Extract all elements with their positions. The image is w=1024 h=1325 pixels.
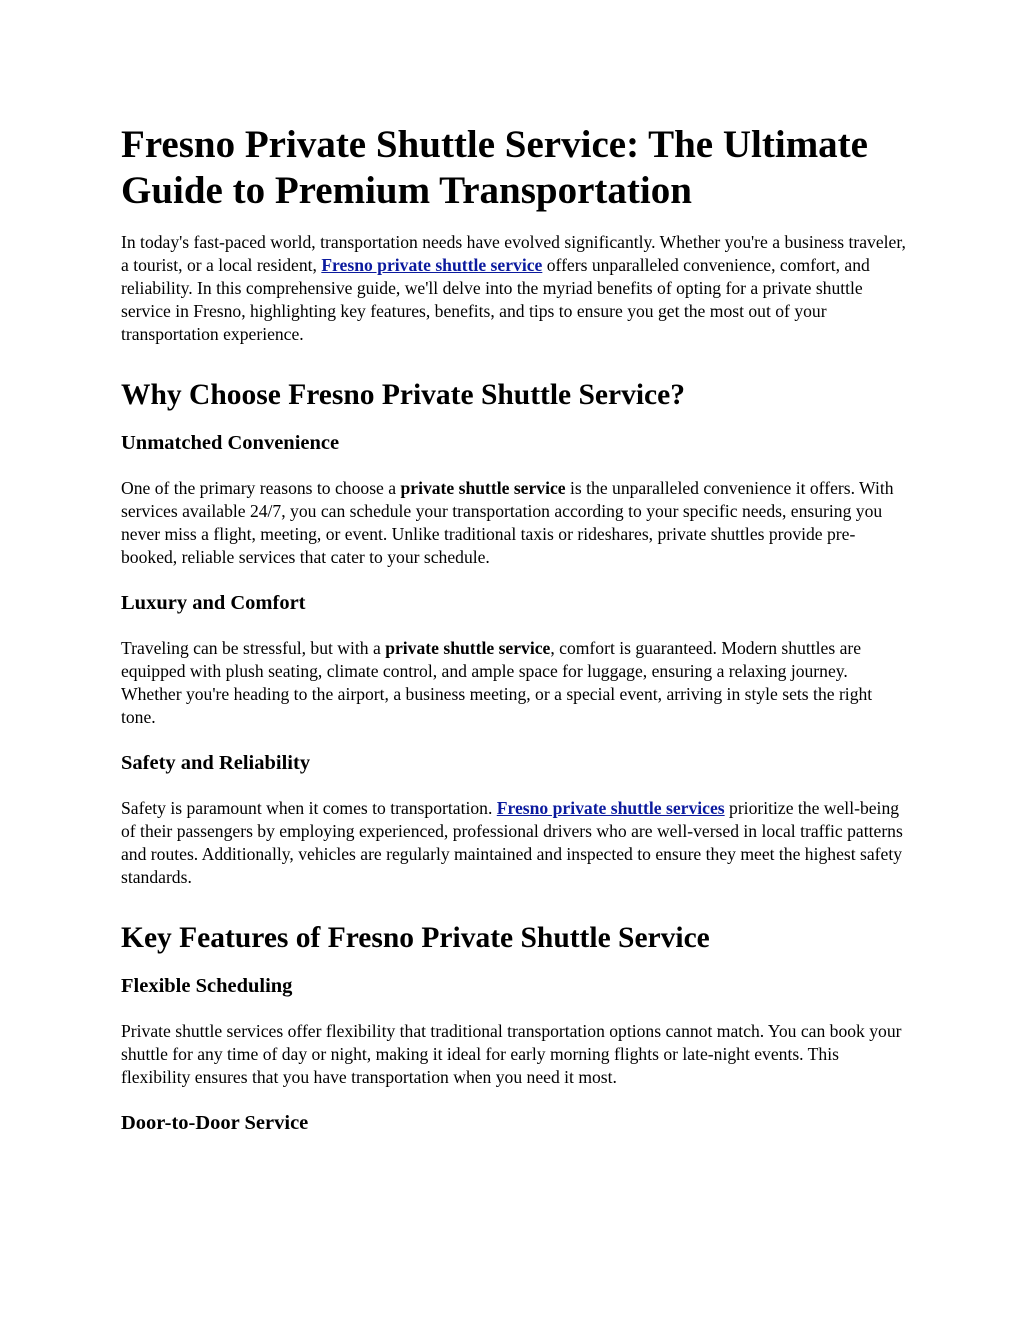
intro-paragraph bbox=[121, 231, 911, 346]
subheading-door-to-door: Door-to-Door Service bbox=[121, 1112, 309, 1134]
luxury-paragraph bbox=[121, 637, 911, 729]
convenience-bold-term: private shuttle service bbox=[400, 478, 566, 498]
luxury-bold-term: private shuttle service bbox=[385, 638, 551, 658]
safety-text-before: Safety is paramount when it comes to transportation. bbox=[121, 798, 497, 818]
flexible-scheduling-paragraph: Private shuttle services offer flexibility that traditional transportation options cannot match. You can book your shuttle for any time of day or night, making it ideal for early morning flights or late-night events. This flexibility ensures that you have transportation when you need it most. bbox=[121, 1021, 902, 1087]
safety-paragraph bbox=[121, 797, 911, 889]
convenience-text-before: One of the primary reasons to choose a bbox=[121, 478, 401, 498]
intro-text-after: offers unparalleled convenience, comfort, and reliability. In this comprehensive guide, we'll delve into the myriad benefits of opting for a private shuttle service in Fresno, highlighting key features, benefits, and tips to ensure you get the most out of your transportation experience. bbox=[121, 255, 870, 344]
subheading-luxury: Luxury and Comfort bbox=[121, 592, 306, 614]
intro-text-before: In today's fast-paced world, transportation needs have evolved significantly. Whether you're a business traveler, a tourist, or a local resident, bbox=[121, 232, 906, 275]
convenience-paragraph bbox=[121, 477, 911, 569]
fresno-shuttle-link[interactable]: Fresno private shuttle service bbox=[321, 255, 543, 275]
luxury-text-after: , comfort is guaranteed. Modern shuttles are equipped with plush seating, climate control, and ample space for luggage, ensuring a relaxing journey. Whether you're heading to the airport, a business meeting, or a special event, arriving in style sets the right tone. bbox=[121, 638, 873, 727]
fresno-shuttle-services-link[interactable]: Fresno private shuttle services bbox=[496, 798, 725, 818]
convenience-text-after: is the unparalleled convenience it offers. With services available 24/7, you can schedule your transportation according to your specific needs, ensuring you never miss a flight, meeting, or event. Unlike traditional taxis or rideshares, private shuttles provide pre-booked, reliable services that cater to your schedule. bbox=[121, 478, 894, 567]
safety-text-after: prioritize the well-being of their passengers by employing experienced, professional drivers who are well-versed in local traffic patterns and routes. Additionally, vehicles are regularly maintained and inspected to ensure they meet the highest safety standards. bbox=[121, 798, 903, 887]
subheading-convenience: Unmatched Convenience bbox=[121, 432, 340, 454]
document-page bbox=[121, 122, 911, 1157]
section-heading-key-features: Key Features of Fresno Private Shuttle Service bbox=[121, 922, 710, 954]
section-heading-why-choose: Why Choose Fresno Private Shuttle Service? bbox=[121, 379, 685, 411]
page-title: Fresno Private Shuttle Service: The Ultimate Guide to Premium Transportation bbox=[121, 123, 868, 212]
subheading-flexible-scheduling: Flexible Scheduling bbox=[121, 975, 293, 997]
luxury-text-before: Traveling can be stressful, but with a bbox=[121, 638, 386, 658]
subheading-safety: Safety and Reliability bbox=[121, 752, 311, 774]
